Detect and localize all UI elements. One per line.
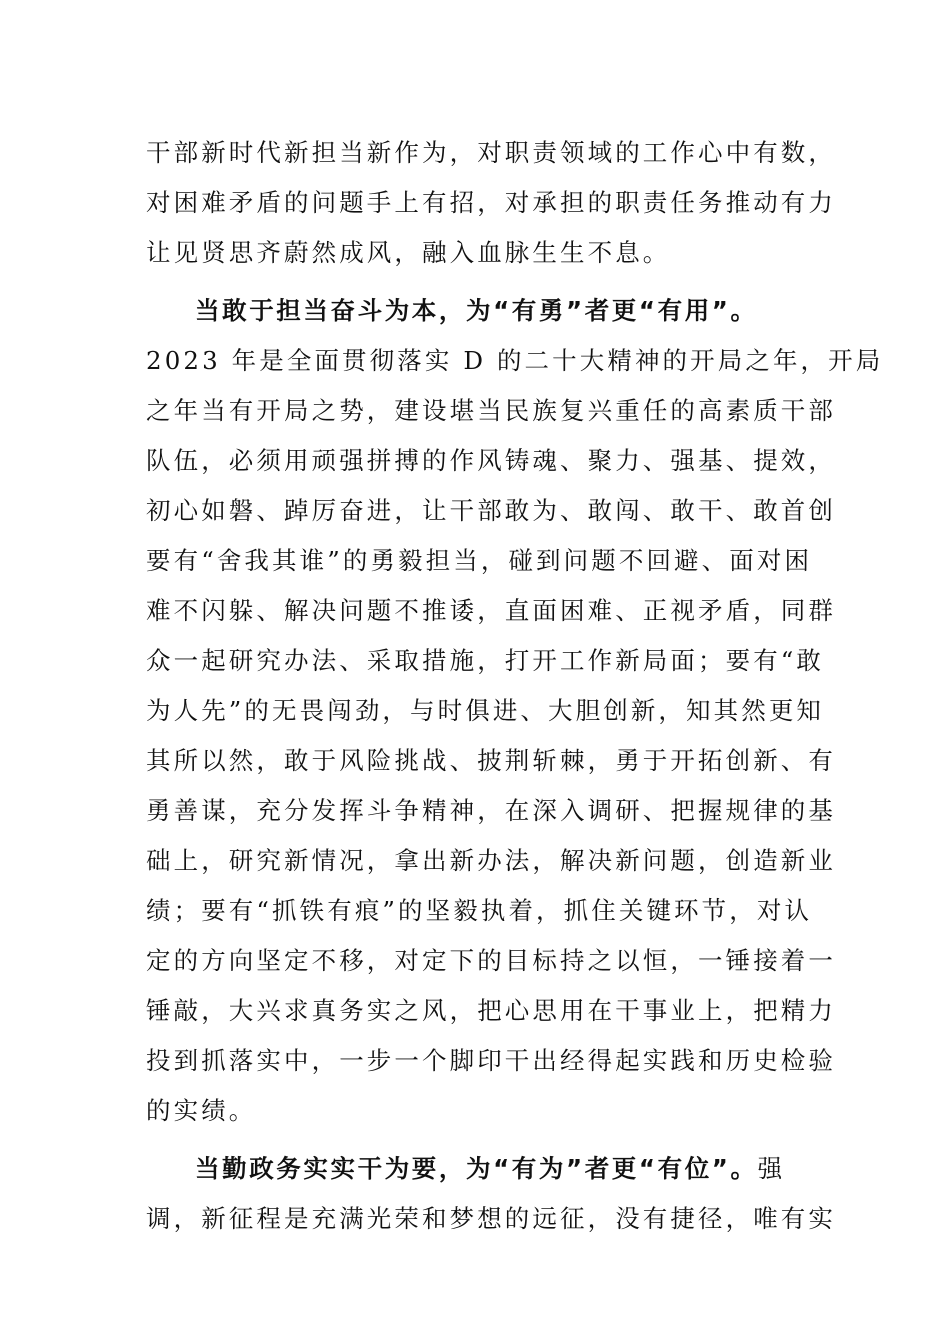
body-line: 其所以然，敢于风险挑战、披荆斩棘，勇于开拓创新、有: [146, 746, 836, 775]
body-line: 定的方向坚定不移，对定下的目标持之以恒，一锤接着一: [146, 946, 836, 975]
body-line: 绩；要有“抓铁有痕”的坚毅执着，抓住关键环节，对认: [146, 896, 813, 925]
body-line: 队伍，必须用顽强拼搏的作风铸魂、聚力、强基、提效，: [146, 446, 836, 475]
body-line: 勇善谋，充分发挥斗争精神，在深入调研、把握规律的基: [146, 796, 836, 825]
section-heading: 当敢于担当奋斗为本，为“有勇”者更“有用”。: [195, 296, 758, 325]
body-line: 众一起研究办法、采取措施，打开工作新局面；要有“敢: [146, 646, 825, 675]
body-line: 让见贤思齐蔚然成风，融入血脉生生不息。: [146, 238, 671, 267]
body-line: 之年当有开局之势，建设堪当民族复兴重任的高素质干部: [146, 396, 836, 425]
body-line: 初心如磐、踔厉奋进，让干部敢为、敢闯、敢干、敢首创: [146, 496, 836, 525]
section-heading: 当勤政务实实干为要，为“有为”者更“有位”。: [195, 1154, 758, 1183]
section-heading-line: [146, 1144, 810, 1194]
document-body: [146, 128, 884, 1244]
body-line: 干部新时代新担当新作为，对职责领域的工作心中有数，: [146, 138, 836, 167]
body-line: 为人先”的无畏闯劲，与时俱进、大胆创新，知其然更知: [146, 696, 825, 725]
body-line: 调，新征程是充满光荣和梦想的远征，没有捷径，唯有实: [146, 1204, 836, 1233]
body-line: 难不闪躲、解决问题不推诿，直面困难、正视矛盾，同群: [146, 596, 836, 625]
body-line: 锤敲，大兴求真务实之风，把心思用在干事业上，把精力: [146, 996, 836, 1025]
body-line: 的实绩。: [146, 1096, 257, 1125]
body-line: 础上，研究新情况，拿出新办法，解决新问题，创造新业: [146, 846, 836, 875]
body-line: 要有“舍我其谁”的勇毅担当，碰到问题不回避、面对困: [146, 546, 813, 575]
heading-tail-text: 强: [757, 1154, 786, 1183]
body-line: 投到抓落实中，一步一个脚印干出经得起实践和历史检验: [146, 1046, 836, 1075]
body-line: 2023 年是全面贯彻落实 D 的二十大精神的开局之年，开局: [146, 346, 884, 375]
body-line: 对困难矛盾的问题手上有招，对承担的职责任务推动有力: [146, 188, 836, 217]
